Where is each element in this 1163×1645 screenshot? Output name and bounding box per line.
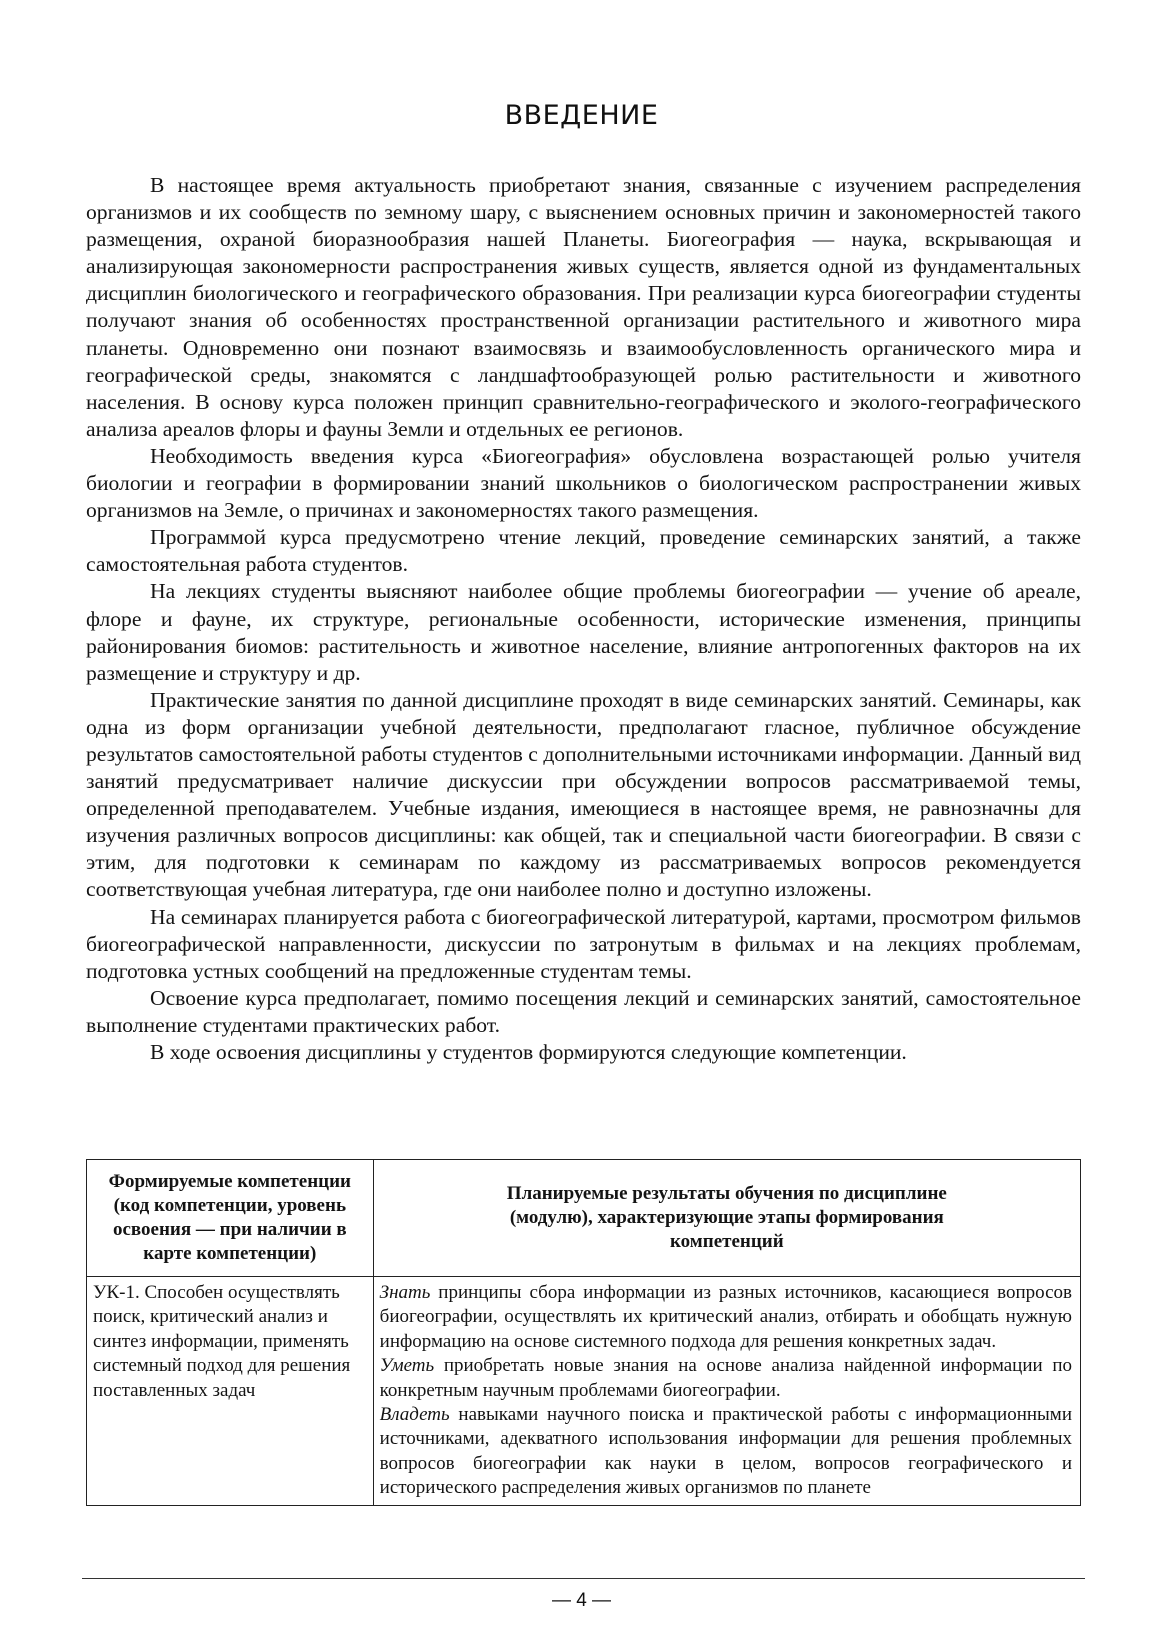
paragraph: На семинарах планируется работа с биогеографической литературой, картами, просмотром фильмов биогеографической направленности, дискуссии по затронутым в фильмах и на лекциях проблемам, подготовка устных сообщений на предложенные студентам темы.	[86, 904, 1081, 983]
page-number: — 4 —	[551, 1590, 612, 1611]
table-row	[87, 1277, 1081, 1506]
results-cell	[373, 1277, 1080, 1506]
paragraph: Необходимость введения курса «Биогеография» обусловлена возрастающей ролью учителя биологии и географии в формировании знаний школьников о биологическом распространении живых организмов на Земле, о причинах и закономерностях такого размещения.	[86, 443, 1081, 523]
paragraph: Практические занятия по данной дисциплине проходят в виде семинарских занятий. Семинары, как одна из форм организации учебной деятельности, предполагают гласное, публичное обсуждение результатов самостоятельной работы студентов с дополнительными источниками информации. Данный вид занятий предусматривает наличие дискуссии при обсуждении вопросов рассматриваемой темы, определенной преподавателем. Учебные издания, имеющиеся в настоящее время, не равнозначны для изучения различных вопросов дисциплины: как общей, так и специальной части биогеографии. В связи с этим, для подготовки к семинарам по каждому из рассматриваемых вопросов рекомендуется соответствующая учебная литература, где они наиболее полно и доступно изложены.	[86, 687, 1081, 902]
table-header-competence: Формируемые компетенции (код компетенции, уровень освоения — при наличии в карте компетенции)	[87, 1160, 374, 1277]
footer-divider	[82, 1578, 1085, 1579]
page-title: ВВЕДЕНИЕ	[504, 100, 659, 131]
paragraph: Освоение курса предполагает, помимо посещения лекций и семинарских занятий, самостоятельное выполнение студентами практических работ.	[86, 985, 1081, 1037]
paragraph: В ходе освоения дисциплины у студентов формируются следующие компетенции.	[150, 1040, 907, 1064]
can-label: Уметь	[379, 1355, 435, 1377]
own-label: Владеть	[379, 1404, 450, 1426]
paragraph: В настоящее время актуальность приобретают знания, связанные с изучением распределения организмов и их сообществ по земному шару, с выяснением основных причин и закономерностей такого размещения, охраной биоразнообразия нашей Планеты. Биогеография — наука, вскрывающая и анализирующая закономерности распространения живых существ, является одной из фундаментальных дисциплин биологического и географического образования. При реализации курса биогеографии студенты получают знания об особенностях пространственной организации растительного и животного мира планеты. Одновременно они познают взаимосвязь и взаимообусловленность органического мира и географической среды, знакомятся с ландшафтообразующей ролью растительности и животного населения. В основу курса положен принцип сравнительно-географического и эколого-географического анализа ареалов флоры и фауны Земли и отдельных ее регионов.	[86, 173, 1081, 441]
table-header-row	[87, 1160, 1081, 1277]
paragraph: На лекциях студенты выясняют наиболее общие проблемы биогеографии — учение об ареале, флоре и фауне, их структуре, региональные особенности, исторические изменения, принципы районирования биомов: растительность и животное население, влияние антропогенных факторов на их размещение и структуру и др.	[86, 579, 1081, 685]
table-header-results: Планируемые результаты обучения по дисциплине (модулю), характеризующие этапы формирования компетенций	[373, 1160, 1080, 1277]
own-text: навыками научного поиска и практической работы с информационными источниками, адекватного использования информации для решения проблемных вопросов биогеографии как науки в целом, вопросов географического и исторического распределения живых организмов по планете	[379, 1404, 1072, 1499]
paragraph: Программой курса предусмотрено чтение лекций, проведение семинарских занятий, а также самостоятельная работа студентов.	[86, 525, 1081, 577]
body-text	[86, 172, 1081, 1066]
know-text: принципы сбора информации из разных источников, касающиеся вопросов биогеографии, осуществлять их критический анализ, отбирать и обобщать нужную информацию на основе системного подхода для решения конкретных задач.	[379, 1282, 1072, 1352]
know-label: Знать	[379, 1282, 431, 1303]
can-text: приобретать новые знания на основе анализа найденной информации по конкретным научным проблемами биогеографии.	[379, 1355, 1072, 1401]
competence-table	[86, 1159, 1081, 1506]
competence-cell: УК-1. Способен осуществлять поиск, критический анализ и синтез информации, применять системный подход для решения поставленных задач	[87, 1277, 374, 1506]
